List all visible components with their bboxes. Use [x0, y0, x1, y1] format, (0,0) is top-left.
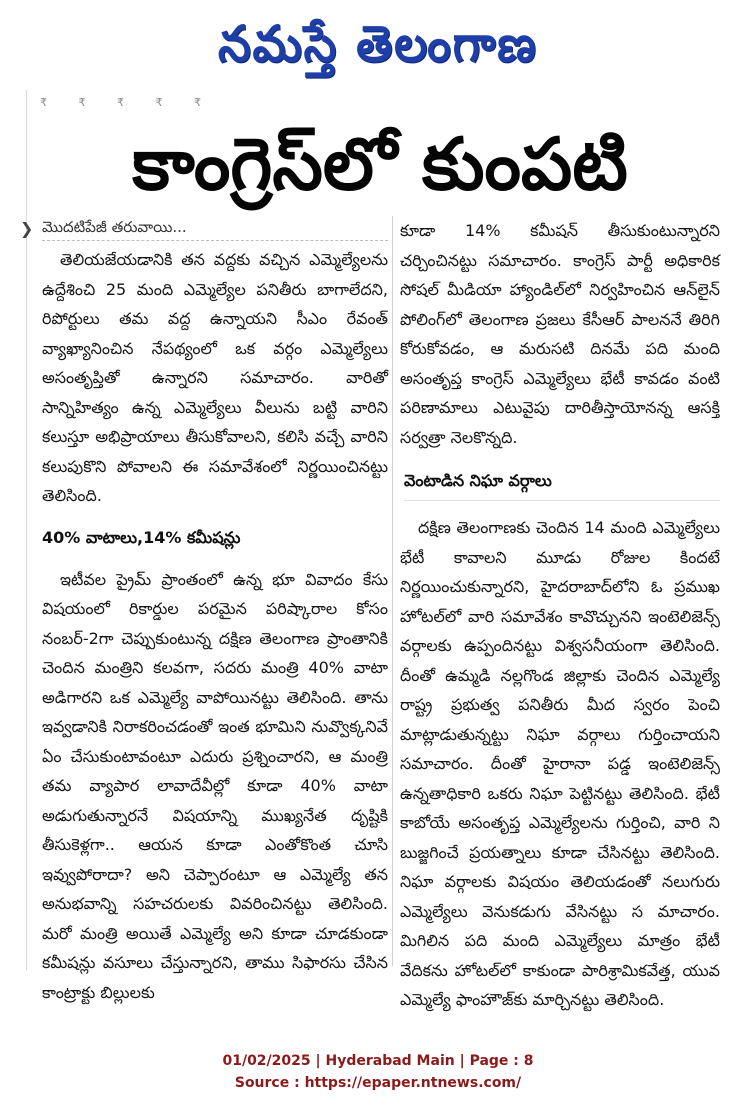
right-subheading: వెంటాడిన నిఘా వర్గాలు — [404, 466, 720, 501]
left-column — [20, 214, 388, 1007]
right-column — [400, 216, 720, 1015]
footer — [0, 1050, 756, 1094]
headline: కాంగ్రెస్‌లో కుంపటి — [132, 122, 628, 206]
chevron-right-icon: ❯ — [20, 219, 34, 238]
kicker-strip — [40, 96, 720, 114]
right-paragraph-2: దక్షిణ తెలంగాణకు చెందిన 14 మంది ఎమ్మెల్యేలు భేటీ కావాలని మూడు రోజుల కిందటే నిర్ణయించుకున్నారని, హైదరాబాద్‌లోని ఓ ప్రముఖ హోటల్‌లో వారి సమావేశం కావొచ్చునని ఇంటెలిజెన్స్ వర్గాలకు ఉప్పందినట్టు విశ్వసనీయంగా తెలిసింది. దీంతో ఉమ్మడి నల్లగొండ జిల్లాకు చెందిన ఎమ్మెల్యే రాష్ట్ర ప్రభుత్వ పనితీరు మీద స్వరం పెంచి మాట్లాడుతున్నట్టు నిఘా వర్గాలు గుర్తించాయని సమాచారం. దీంతో హైరానా పడ్డ ఇంటెలిజెన్స్ ఉన్నతాధికారి ఒకరు నిఘా పెట్టినట్టు తెలిసింది. భేటీ కాబోయే అసంతృప్త ఎమ్మెల్యేలను గుర్తించి, వారి ని బుజ్జగించే ప్రయత్నాలు కూడా చేసినట్టు తెలిసింది. నిఘా వర్గాలకు విషయం తెలియడంతో నలుగురు ఎమ్మెల్యేలు వెనుకడుగు వేసినట్టు స మాచారం. మిగిలిన పది మంది ఎమ్మెల్యేలు మాత్రం భేటీ వేదికను హోటల్‌లో కాకుండా పారిశ్రామికవేత్త, యువ ఎమ్మెల్యే ఫాంహౌజ్‌కు మార్చినట్టు తెలిసింది. — [400, 518, 720, 1009]
kicker-text: ₹ ₹ ₹ ₹ ₹ — [40, 96, 215, 109]
right-paragraph-1: కూడా 14% కమీషన్ తీసుకుంటున్నారని చర్చించినట్టు సమాచారం. కాంగ్రెస్ పార్టీ అధికారిక సోషల్ మీడియా హ్యాండిల్‌లో నిర్వహించిన ఆన్‌లైన్ పోలింగ్‌లో తెలంగాణ ప్రజలు కేసీఆర్ పాలననే తిరిగి కోరుకోవడం, ఆ మరుసటి దినమే పది మంది అసంతృప్త కాంగ్రెస్ ఎమ్మెల్యేలు భేటీ కావడం వంటి పరిణామాలు ఎటువైపు దారితీస్తాయోనన్న ఆసక్తి సర్వత్రా నెలకొన్నది. — [400, 221, 720, 447]
masthead — [0, 4, 756, 84]
left-paragraph-2: ఇటీవల ప్రైమ్ ప్రాంతంలో ఉన్న భూ వివాదం కేసు విషయంలో రికార్డుల పరమైన పరిష్కారాల కోసం నంబర్-2గా చెప్పుకుంటున్న దక్షిణ తెలంగాణ ప్రాంతానికి చెందిన మంత్రిని కలవగా, సదరు మంత్రి 40% వాటా అడిగారని ఒక ఎమ్మెల్యే వాపోయినట్టు తెలిసింది. తాను ఇవ్వడానికి నిరాకరించడంతో ఇంత భూమిని నువ్వొక్కనివే ఏం చేసుకుంటావంటూ ఎదురు ప్రశ్నించారని, ఆ మంత్రి తమ వ్యాపార లావాదేవీల్లో కూడా 40% వాటా అడుగుతున్నారనే విషయాన్ని ముఖ్యనేత దృష్టికి తీసుకెళ్లగా.. ఆయన కూడా ఎంతోకొంత చూసి ఇవ్వుపోరాదా? అని చెప్పారంటూ ఆ ఎమ్మెల్యే తన అనుభవాన్ని సహచరులకు వివరించినట్టు తెలిసింది. మరో మంత్రి అయితే ఎమ్మెల్యే అని కూడా చూడకుండా కమీషన్లు వసూలు చేస్తున్నారని, తాము సిఫారసు చేసిన కాంట్రాక్టు బిల్లులకు — [42, 569, 388, 1002]
left-paragraph-1: తెలియజేయడానికి తన వద్దకు వచ్చిన ఎమ్మెల్యేలను ఉద్దేశించి 25 మంది ఎమ్మెల్యేల పనితీరు బాగాలేదని, రిపోర్టులు తమ వద్ద ఉన్నాయని సీఎం రేవంత్ వ్యాఖ్యానించిన నేపథ్యంలో ఒక వర్గం ఎమ్మెల్యేలు అసంతృప్తితో ఉన్నారని సమాచారం. వారితో సాన్నిహిత్యం ఉన్న ఎమ్మెల్యేలు వీలును బట్టి వారిని కలుస్తూ అభిప్రాయాలు తీసుకోవాలని, కలిసి వచ్చే వారిని కలుపుకొని పోవాలని ఈ సమావేశంలో నిర్ణయించినట్టు తెలిసింది. — [42, 250, 388, 505]
footer-date-edition: 01/02/2025 | Hyderabad Main | Page : 8 — [222, 1053, 534, 1069]
masthead-title: నమస్తే తెలంగాణ — [218, 15, 538, 73]
left-subheading: 40% వాటాలు,14% కమీషన్లు — [42, 527, 241, 547]
continuation-line — [20, 214, 388, 241]
footer-source: Source : https://epaper.ntnews.com/ — [234, 1075, 522, 1091]
column-divider — [392, 216, 393, 966]
continuation-text: మొదటిపేజీ తరువాయి... — [42, 218, 187, 236]
